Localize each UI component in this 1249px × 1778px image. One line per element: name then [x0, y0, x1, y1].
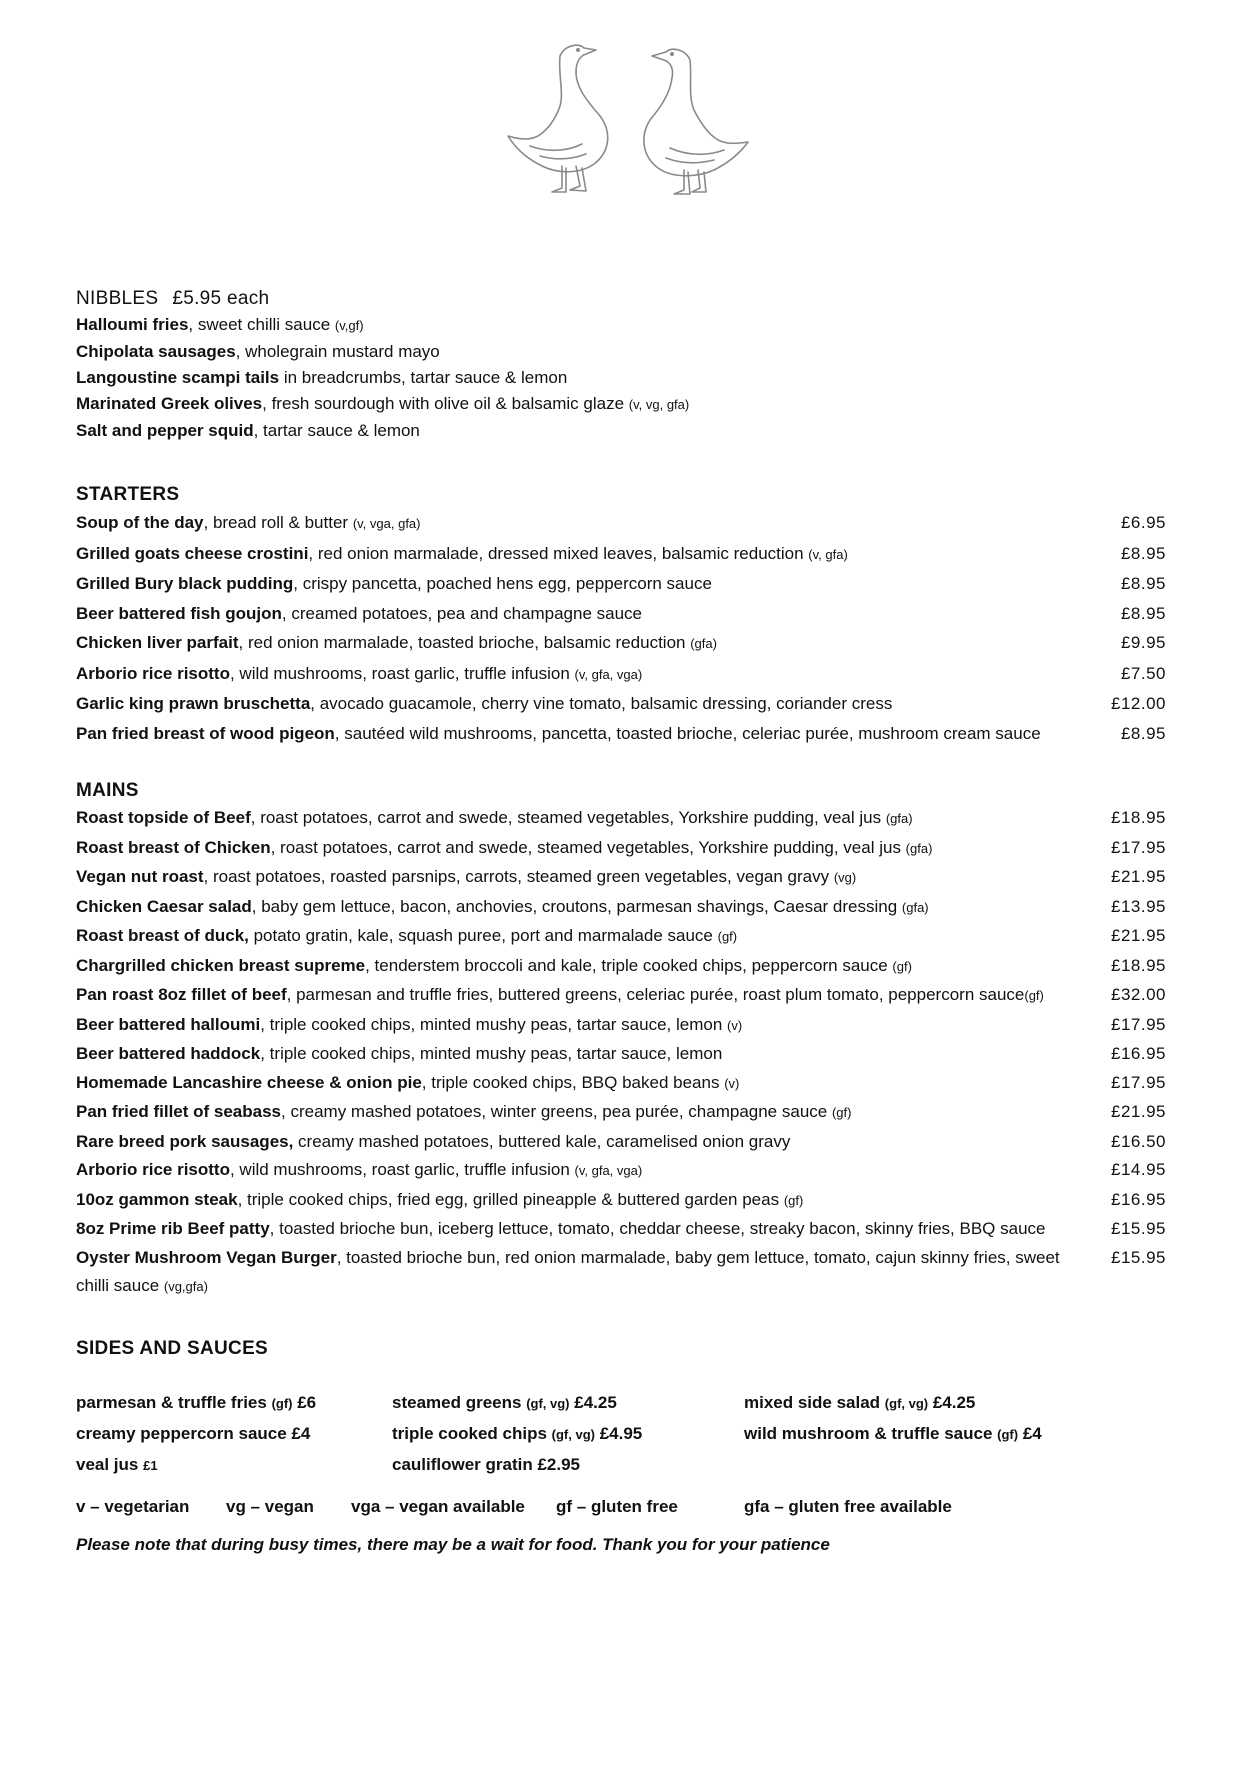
menu-content: [76, 286, 1166, 1555]
item-name: Beer battered halloumi: [76, 1014, 261, 1034]
item-price: £21.95: [1111, 926, 1166, 945]
dietary-tags: (gf): [892, 958, 912, 974]
side-name: triple cooked chips: [392, 1423, 552, 1443]
side-price: £4.95: [594, 1423, 643, 1443]
item-description: , roast potatoes, roasted parsnips, carrots, steamed green vegetables, vegan gravy: [203, 867, 834, 886]
item-text: [76, 1011, 1066, 1041]
item-name: Pan fried fillet of seabass: [76, 1102, 282, 1121]
side-tags: £1: [143, 1457, 158, 1473]
item-name: Chipolata sausages: [76, 342, 236, 361]
side-item: [76, 1450, 392, 1481]
dietary-tags: (gfa): [885, 811, 913, 826]
menu-item: [76, 539, 1166, 570]
dietary-tags: (v, gfa, vga): [574, 666, 643, 682]
item-name: Oyster Mushroom Vegan Burger: [76, 1247, 337, 1267]
item-price: £8.95: [1120, 543, 1166, 563]
item-text: [76, 1244, 1066, 1302]
item-description: potato gratin, kale, squash puree, port and marmalade sauce: [248, 926, 718, 945]
menu-item: [76, 1069, 1166, 1099]
item-text: [76, 804, 1066, 834]
item-name: 8oz Prime rib Beef patty: [76, 1219, 270, 1238]
menu-item: [76, 719, 1166, 749]
side-price: £6: [292, 1392, 317, 1412]
item-name: Marinated Greek olives: [76, 394, 263, 413]
item-description: , creamy mashed potatoes, winter greens, pea purée, champagne sauce: [281, 1102, 832, 1121]
menu-item: [76, 863, 1166, 893]
menu-item: [76, 1040, 1166, 1069]
dietary-tags: (gf): [717, 929, 738, 944]
side-tags: (gf, vg): [551, 1426, 595, 1442]
menu-item: [76, 689, 1166, 719]
item-price: £12.00: [1111, 694, 1166, 713]
menu-item: [76, 1156, 1166, 1186]
item-text: [76, 1156, 1066, 1186]
item-price: £6.95: [1120, 513, 1166, 532]
item-description: , triple cooked chips, BBQ baked beans: [421, 1072, 725, 1092]
item-price: £21.95: [1111, 867, 1166, 886]
dietary-tags: (gf): [1024, 988, 1044, 1003]
item-description: , triple cooked chips, minted mushy peas, tartar sauce, lemon: [260, 1044, 723, 1063]
item-name: Homemade Lancashire cheese & onion pie: [76, 1072, 422, 1092]
dietary-tags: (v, vg, gfa): [628, 397, 690, 412]
item-price: £16.95: [1111, 1044, 1166, 1063]
item-description: creamy mashed potatoes, buttered kale, caramelised onion gravy: [293, 1131, 791, 1151]
item-price: £18.95: [1111, 955, 1166, 975]
side-tags: (gf): [271, 1395, 293, 1411]
menu-item: [76, 834, 1166, 864]
item-name: Vegan nut roast: [76, 867, 204, 886]
sides-grid: [76, 1388, 1166, 1481]
nibble-item: [76, 312, 1166, 339]
item-name: Chargrilled chicken breast supreme: [76, 955, 366, 975]
side-name: cauliflower gratin £2.95: [392, 1454, 581, 1474]
side-item: [392, 1388, 744, 1419]
dietary-tags: (v, gfa): [808, 546, 848, 562]
item-price: £8.95: [1120, 574, 1166, 593]
menu-item: [76, 1244, 1166, 1302]
item-name: Chicken liver parfait: [76, 633, 239, 652]
menu-item: [76, 628, 1166, 659]
nibble-item: [76, 391, 1166, 418]
menu-item: [76, 569, 1166, 599]
item-name: Halloumi fries: [76, 315, 189, 334]
menu-item: [76, 1215, 1166, 1244]
side-item: [744, 1450, 1124, 1481]
item-text: [76, 689, 1066, 719]
item-text: [76, 659, 1066, 690]
dietary-tags: (vg): [833, 870, 857, 885]
side-tags: (gf, vg): [526, 1395, 570, 1411]
item-name: Roast topside of Beef: [76, 808, 251, 827]
item-description: , wild mushrooms, roast garlic, truffle infusion: [229, 1160, 575, 1179]
item-name: Roast breast of duck,: [76, 926, 249, 945]
nibbles-section: [76, 286, 1166, 444]
dietary-tags: (v, gfa, vga): [574, 1163, 643, 1178]
sides-section: [76, 1336, 1166, 1481]
item-name: Salt and pepper squid: [76, 421, 254, 440]
legend-item: vg – vegan: [226, 1496, 314, 1516]
item-price: £17.95: [1111, 1072, 1166, 1092]
menu-item: [76, 1098, 1166, 1128]
menu-item: [76, 1011, 1166, 1041]
menu-item: [76, 1128, 1166, 1157]
item-price: £9.95: [1120, 633, 1166, 652]
item-text: [76, 952, 1066, 982]
section-title: NIBBLES: [76, 288, 159, 309]
side-name: wild mushroom & truffle sauce: [744, 1423, 998, 1443]
item-name: Arborio rice risotto: [76, 663, 230, 683]
item-description: , creamed potatoes, pea and champagne sauce: [281, 603, 643, 623]
item-text: [76, 1098, 1066, 1128]
item-description: , avocado guacamole, cherry vine tomato, balsamic dressing, coriander cress: [310, 694, 893, 713]
menu-item: [76, 981, 1166, 1011]
side-price: £4.25: [928, 1392, 976, 1412]
nibble-item: [76, 365, 1166, 391]
item-text: [76, 569, 1066, 599]
item-price: £8.95: [1120, 603, 1166, 623]
item-price: £13.95: [1111, 896, 1166, 916]
side-name: veal jus: [76, 1454, 144, 1474]
nibble-item: [76, 339, 1166, 365]
side-item: [76, 1419, 392, 1450]
item-text: [76, 599, 1066, 629]
item-name: Beer battered fish goujon: [76, 603, 282, 623]
wait-notice: Please note that during busy times, there may be a wait for food. Thank you for your patience: [76, 1534, 830, 1554]
item-description: in breadcrumbs, tartar sauce & lemon: [279, 368, 568, 387]
side-item: [76, 1388, 392, 1419]
item-name: Langoustine scampi tails: [76, 368, 280, 387]
item-text: [76, 922, 1066, 952]
section-title: STARTERS: [76, 484, 180, 505]
item-text: [76, 1128, 1066, 1157]
side-item: [392, 1419, 744, 1450]
item-description: , crispy pancetta, poached hens egg, peppercorn sauce: [293, 574, 712, 593]
item-text: [76, 981, 1066, 1011]
item-price: £16.95: [1111, 1189, 1166, 1209]
item-price: £21.95: [1111, 1102, 1166, 1121]
item-text: [76, 628, 1066, 659]
starters-section: [76, 482, 1166, 748]
dietary-tags: (gf): [783, 1192, 804, 1208]
item-price: £16.50: [1111, 1131, 1166, 1151]
side-item: [744, 1388, 1124, 1419]
starters-list: [76, 508, 1166, 748]
item-price: £15.95: [1111, 1247, 1166, 1267]
item-description: , wild mushrooms, roast garlic, truffle infusion: [229, 663, 575, 683]
side-item: [392, 1450, 744, 1481]
item-text: [76, 719, 1066, 749]
item-name: Pan roast 8oz fillet of beef: [76, 985, 287, 1004]
side-tags: (gf, vg): [884, 1395, 929, 1411]
item-description: , fresh sourdough with olive oil & balsamic glaze: [262, 394, 629, 413]
item-description: , toasted brioche bun, iceberg lettuce, tomato, cheddar cheese, streaky bacon, skinny fries, BBQ sauce: [269, 1219, 1046, 1238]
item-price: £15.95: [1111, 1219, 1166, 1238]
item-description: , tenderstem broccoli and kale, triple cooked chips, peppercorn sauce: [365, 955, 893, 975]
legend-item: gfa – gluten free available: [744, 1496, 952, 1516]
side-price: £4.25: [569, 1392, 617, 1412]
menu-item: [76, 952, 1166, 982]
side-item: [744, 1419, 1124, 1450]
item-name: Rare breed pork sausages,: [76, 1131, 294, 1151]
item-name: Soup of the day: [76, 513, 204, 532]
dietary-tags: (v): [724, 1075, 740, 1091]
legend-item: v – vegetarian: [76, 1496, 190, 1516]
geese-logo-icon: [500, 28, 760, 208]
side-price: £4: [1018, 1423, 1042, 1443]
item-price: £18.95: [1111, 808, 1166, 827]
item-text: [76, 1186, 1066, 1216]
side-name: parmesan & truffle fries: [76, 1392, 272, 1412]
nibble-item: [76, 418, 1166, 444]
item-text: [76, 863, 1066, 893]
side-tags: (gf): [997, 1426, 1019, 1442]
legend-item: gf – gluten free: [556, 1496, 678, 1516]
item-description: , wholegrain mustard mayo: [235, 342, 440, 361]
side-name: steamed greens: [392, 1392, 527, 1412]
dietary-tags: (vg,gfa): [163, 1279, 208, 1294]
item-description: , toasted brioche bun, red onion marmalade, baby gem lettuce, tomato, cajun skinny fries, sweet chilli sauce: [76, 1247, 1060, 1295]
menu-item: [76, 804, 1166, 834]
item-name: Chicken Caesar salad: [76, 896, 252, 916]
item-description: , sautéed wild mushrooms, pancetta, toasted brioche, celeriac purée, mushroom cream sauce: [334, 723, 1041, 743]
item-text: [76, 1040, 1066, 1069]
item-name: Grilled goats cheese crostini: [76, 543, 309, 563]
item-description: , red onion marmalade, dressed mixed leaves, balsamic reduction: [308, 543, 809, 563]
menu-item: [76, 508, 1166, 539]
section-title: MAINS: [76, 780, 139, 801]
menu-item: [76, 1186, 1166, 1216]
dietary-tags: (gfa): [905, 840, 933, 856]
item-text: [76, 834, 1066, 864]
side-name: creamy peppercorn sauce £4: [76, 1423, 311, 1443]
menu-item: [76, 599, 1166, 629]
item-description: , sweet chilli sauce: [188, 315, 335, 334]
item-name: Beer battered haddock: [76, 1044, 261, 1063]
legend-item: vga – vegan available: [351, 1496, 525, 1516]
dietary-tags: (gfa): [690, 636, 717, 651]
nibbles-price: £5.95 each: [172, 288, 270, 309]
nibbles-heading: [76, 286, 1166, 312]
dietary-tags: (gf): [831, 1105, 852, 1120]
item-name: Grilled Bury black pudding: [76, 574, 294, 593]
item-description: , baby gem lettuce, bacon, anchovies, croutons, parmesan shavings, Caesar dressing: [251, 896, 902, 916]
menu-item: [76, 893, 1166, 923]
item-price: £7.50: [1120, 663, 1166, 683]
item-name: 10oz gammon steak: [76, 1189, 238, 1209]
dietary-tags: (v): [727, 1017, 743, 1033]
menu-item: [76, 922, 1166, 952]
item-text: [76, 1215, 1066, 1244]
item-text: [76, 539, 1066, 570]
item-description: , bread roll & butter: [203, 513, 353, 532]
item-price: £8.95: [1120, 723, 1166, 743]
item-description: , roast potatoes, carrot and swede, steamed vegetables, Yorkshire pudding, veal jus: [250, 808, 886, 827]
item-name: Arborio rice risotto: [76, 1160, 230, 1179]
side-name: mixed side salad: [744, 1392, 885, 1412]
dietary-legend: [76, 1497, 1166, 1517]
item-name: Roast breast of Chicken: [76, 837, 271, 857]
item-text: [76, 893, 1066, 923]
item-price: £32.00: [1111, 985, 1166, 1004]
item-description: , red onion marmalade, toasted brioche, balsamic reduction: [238, 633, 691, 652]
item-name: Garlic king prawn bruschetta: [76, 694, 311, 713]
item-price: £17.95: [1111, 1014, 1166, 1034]
item-description: , triple cooked chips, minted mushy peas, tartar sauce, lemon: [260, 1014, 727, 1034]
menu-item: [76, 659, 1166, 690]
item-name: Pan fried breast of wood pigeon: [76, 723, 335, 743]
mains-list: [76, 804, 1166, 1302]
dietary-tags: (v, vga, gfa): [352, 516, 421, 531]
section-title: SIDES AND SAUCES: [76, 1337, 269, 1359]
dietary-tags: (gfa): [901, 899, 929, 915]
item-text: [76, 1069, 1066, 1099]
item-description: , tartar sauce & lemon: [253, 421, 420, 440]
mains-section: [76, 778, 1166, 1302]
item-description: , triple cooked chips, fried egg, grilled pineapple & buttered garden peas: [237, 1189, 784, 1209]
nibbles-list: [76, 312, 1166, 444]
item-price: £14.95: [1111, 1160, 1166, 1179]
item-text: [76, 508, 1066, 539]
dietary-tags: (v,gf): [334, 318, 364, 333]
item-description: , roast potatoes, carrot and swede, steamed vegetables, Yorkshire pudding, veal jus: [270, 837, 906, 857]
item-price: £17.95: [1111, 837, 1166, 857]
item-description: , parmesan and truffle fries, buttered greens, celeriac purée, roast plum tomato, peppercorn sauce: [286, 985, 1025, 1004]
